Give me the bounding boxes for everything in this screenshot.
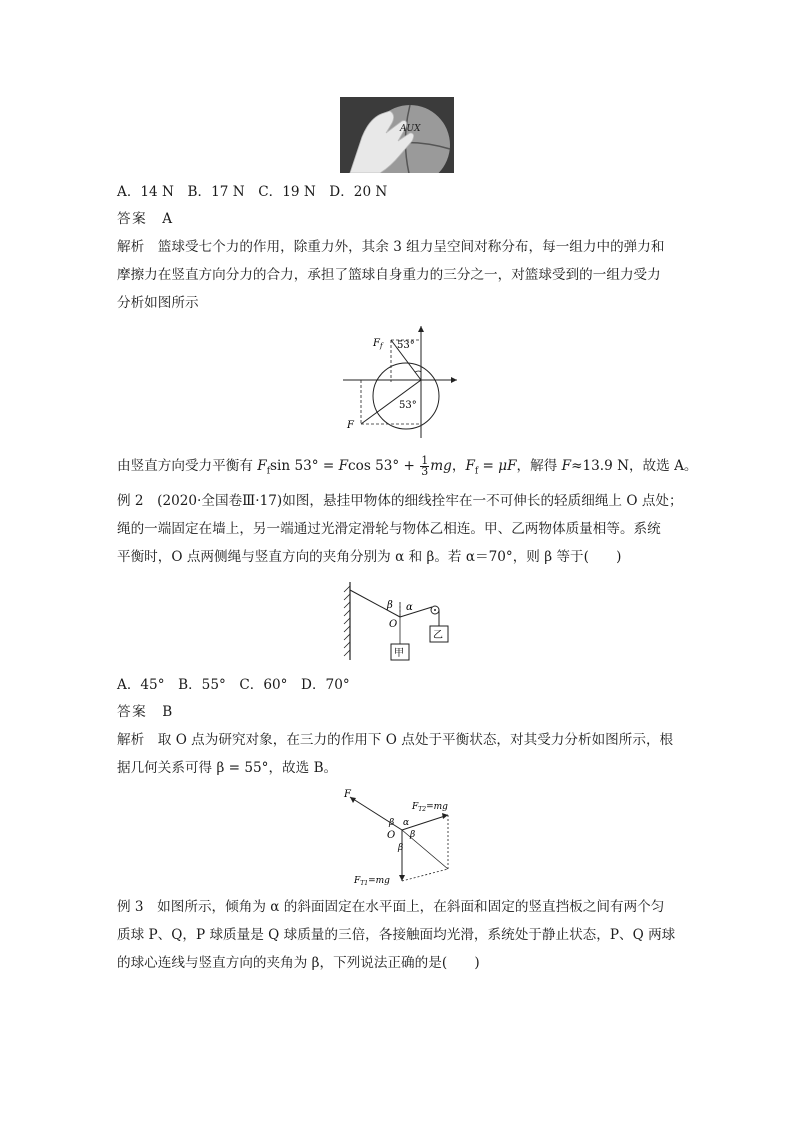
ex2-line-3: 平衡时，O 点两侧绳与竖直方向的夹角分别为 α 和 β。若 α＝70°，则 β 等于( ) [117, 549, 622, 565]
ex2-answer: 答案 B [117, 704, 174, 720]
q1-fig-ff-label: $F_f$ [373, 338, 383, 350]
q1-fig-angle-top: 53° [397, 340, 415, 351]
q1-fig-f-label: F [347, 420, 354, 431]
q1-analysis-line-3: 分析如图所示 [117, 295, 199, 311]
ex2-force-diagram [340, 785, 470, 890]
ex2-fig2-f: F [344, 789, 351, 800]
q1-answer: 答案 A [117, 211, 174, 227]
ex2-fig-jia: 甲 [394, 648, 404, 659]
ex3-line-1: 例 3 如图所示，倾角为 α 的斜面固定在水平面上，在斜面和固定的竖直挡板之间有两个匀 [117, 899, 665, 915]
fraction-one-third: $\frac{1}{3}$ [421, 454, 429, 478]
ex2-analysis-line-2: 据几何关系可得 β = 55°，故选 B。 [117, 760, 338, 776]
ex2-fig-yi: 乙 [433, 630, 443, 641]
ex2-pulley-diagram [340, 580, 460, 662]
ex2-fig2-ft1: $F_{T1}=mg$ [354, 876, 390, 887]
ex2-fig2-alpha: α [403, 818, 410, 828]
basketball-photo [340, 97, 454, 173]
ex2-fig2-beta-3: β [398, 843, 404, 853]
ex2-fig2-o: O [387, 830, 396, 841]
ex3-line-2: 质球 P、Q，P 球质量是 Q 球质量的三倍，各接触面均光滑，系统处于静止状态，P、Q 两球 [117, 927, 676, 943]
q1-options: A．14 N B．17 N C．19 N D．20 N [117, 184, 388, 200]
q1-force-diagram [335, 322, 465, 442]
ex2-fig2-beta-1: β [389, 818, 395, 828]
ex2-fig2-ft2: $F_{T2}=mg$ [412, 802, 448, 813]
ex3-line-3: 的球心连线与竖直方向的夹角为 β，下列说法正确的是( ) [117, 955, 480, 971]
q1-analysis-line-1: 解析 篮球受七个力的作用，除重力外，其余 3 组力呈空间对称分布，每一组力中的弹力和 [117, 239, 665, 255]
ex2-fig2-beta-2: β [410, 830, 416, 840]
ex2-line-2: 绳的一端固定在墙上，另一端通过光滑定滑轮与物体乙相连。甲、乙两物体质量相等。系统 [117, 521, 661, 537]
ex2-options: A．45° B．55° C．60° D．70° [117, 677, 350, 693]
ex2-analysis-line-1: 解析 取 O 点为研究对象，在三力的作用下 O 点处于平衡状态，对其受力分析如图所示，根 [117, 732, 674, 748]
ex2-fig-beta: β [387, 600, 393, 611]
ex2-line-1: 例 2 (2020·全国卷Ⅲ·17)如图，悬挂甲物体的细线拴牢在一不可伸长的轻质细绳上 O 点处； [117, 493, 683, 509]
ex2-fig-alpha: α [406, 602, 413, 613]
q1-fig-angle-bottom: 53° [399, 400, 417, 411]
q1-analysis-line-2: 摩擦力在竖直方向分力的合力，承担了篮球自身重力的三分之一，对篮球受到的一组力受力 [117, 267, 661, 283]
photo-overlay-text: AUX [400, 124, 421, 134]
ex2-fig-o: O [389, 619, 398, 630]
q1-equation: 由竖直方向受力平衡有 $F_f\sin$ 53° = Fcos 53° + $\frac{1}{3}$ mg，$F_f = \mu F$，解得 F≈13.9 N，故选 A。 [117, 454, 698, 478]
